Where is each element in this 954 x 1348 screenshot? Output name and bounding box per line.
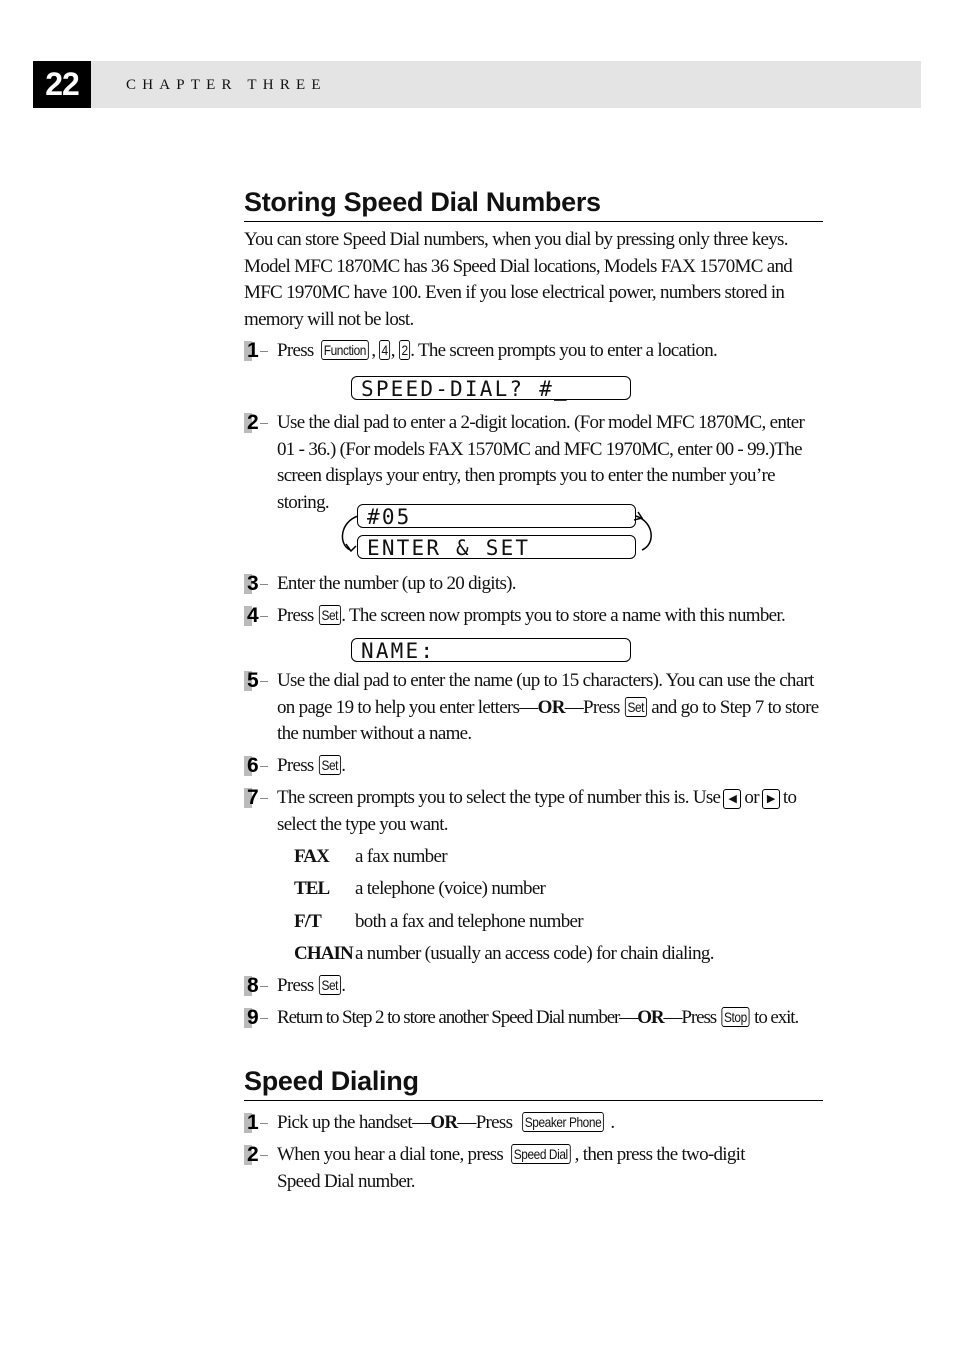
number-type-chain: CHAIN a number (usually an access code) for chain dialing. (294, 943, 714, 964)
step-text: Press Set . The screen now prompts you to store a name with this number. (277, 605, 786, 626)
key-2: 2 (399, 340, 410, 360)
intro-paragraph: You can store Speed Dial numbers, when you dial by pressing only three keys. Model MFC 1870MC has 36 Speed Dial locations, Models FAX 1570MC and MFC 1970MC have 100. Even if you lose electrical power, numbers stored in memory will not be lost. (244, 229, 793, 330)
set-key: Set (319, 755, 341, 775)
step-2 (244, 410, 824, 513)
step-number-badge: 3 (244, 574, 264, 594)
step-1 (244, 338, 824, 364)
set-key: Set (625, 697, 647, 717)
step-number-badge: 5 (244, 671, 264, 691)
speed-dialing-step-2 (244, 1142, 824, 1196)
step-number-badge: 8 (244, 976, 264, 996)
step-number-badge: 6 (244, 756, 264, 776)
step-text: Return to Step 2 to store another Speed Dial number—OR—Press Stop to exit. (277, 1007, 799, 1028)
number-type-tel: TEL a telephone (voice) number (294, 878, 546, 899)
step-6 (244, 753, 824, 779)
step-5 (244, 668, 824, 748)
lcd-entry-display: #05 (357, 504, 636, 528)
step-text: Press Set . (277, 975, 346, 996)
step-text: When you hear a dial tone, press Speed Dial , then press the two-digit Speed Dial number. (277, 1144, 745, 1192)
step-text: Use the dial pad to enter the name (up to 15 characters). You can use the chart on page 19 to help you enter letters—OR—Press Set and go to Step 7 to store the number without a name. (277, 670, 819, 745)
function-key: Function (321, 340, 368, 360)
section-title-storing-speed-dial: Storing Speed Dial Numbers (244, 186, 823, 222)
step-7 (244, 785, 824, 839)
lcd-enter-and-set: ENTER & SET (357, 535, 636, 559)
step-9 (244, 1005, 824, 1031)
step-text: Enter the number (up to 20 digits). (277, 573, 516, 594)
step-8 (244, 973, 824, 999)
number-type-fax: FAX a fax number (294, 846, 447, 867)
step-text: The screen prompts you to select the type of number this is. Use ◀ or ▶ to select the type you want. (277, 787, 797, 835)
step-text: Press Set . (277, 755, 346, 776)
lcd-speed-dial-prompt: SPEED-DIAL? #_ (351, 376, 631, 400)
step-number-badge: 4 (244, 606, 264, 626)
section-title-speed-dialing: Speed Dialing (244, 1065, 823, 1101)
right-arrow-key-icon: ▶ (762, 789, 780, 809)
step-number-badge: 2 (244, 1145, 264, 1165)
number-type-ft: F/T both a fax and telephone number (294, 911, 583, 932)
speaker-phone-key: Speaker Phone (523, 1112, 605, 1132)
step-text: Use the dial pad to enter a 2-digit location. (For model MFC 1870MC, enter 01 - 36.) (For models FAX 1570MC and MFC 1970MC, enter 00 - 99.)The screen displays your entry, then prompts you to enter the number you’re storing. (277, 412, 805, 513)
step-text: Pick up the handset—OR—Press Speaker Phone . (277, 1112, 615, 1133)
page-number: 22 (33, 61, 91, 108)
step-number-badge: 9 (244, 1008, 264, 1028)
chapter-label: CHAPTER THREE (126, 77, 327, 93)
set-key: Set (319, 605, 341, 625)
speed-dial-key: Speed Dial (511, 1144, 570, 1164)
step-number-badge: 2 (244, 413, 264, 433)
step-number-badge: 1 (244, 341, 264, 361)
step-number-badge: 7 (244, 788, 264, 808)
key-4: 4 (379, 340, 390, 360)
step-number-badge: 1 (244, 1113, 264, 1133)
left-arrow-key-icon: ◀ (723, 789, 741, 809)
stop-key: Stop (721, 1007, 749, 1027)
step-text: Press Function , 4 , 2 . The screen prompts you to enter a location. (277, 340, 718, 361)
set-key: Set (319, 975, 341, 995)
step-4 (244, 603, 824, 629)
step-3 (244, 571, 824, 597)
lcd-name-prompt: NAME: (351, 638, 631, 662)
speed-dialing-step-1 (244, 1110, 824, 1136)
